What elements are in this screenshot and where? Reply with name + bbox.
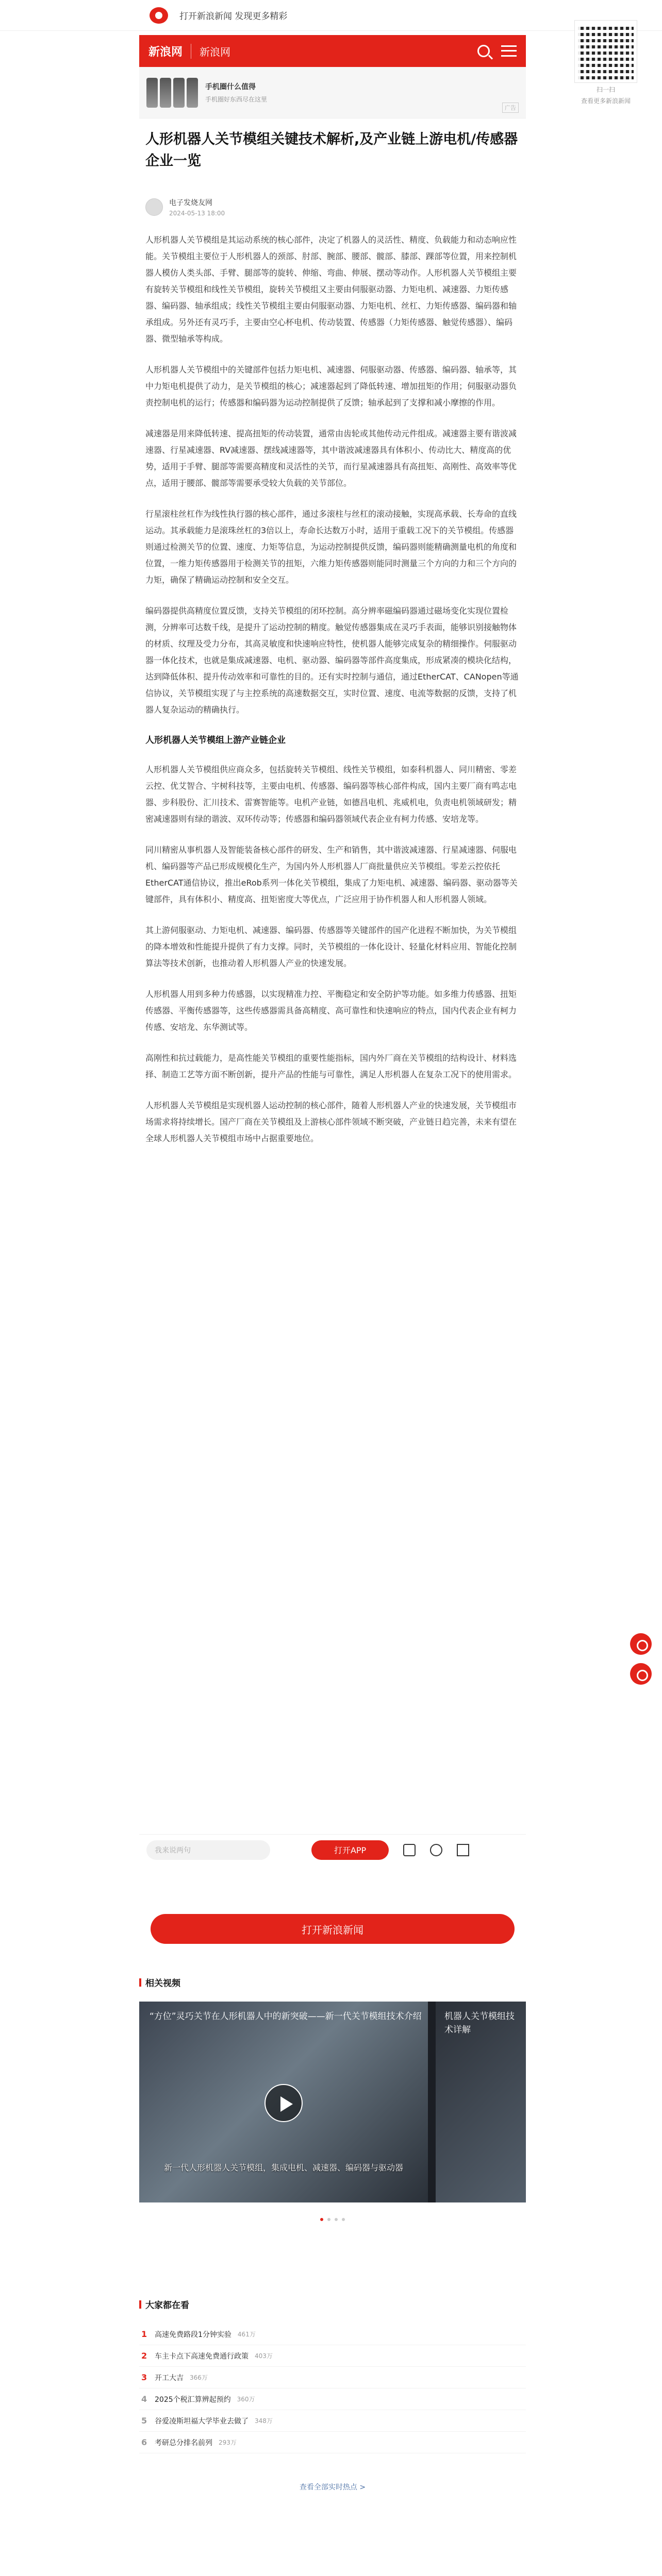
ad-banner[interactable] — [139, 67, 526, 118]
article-title: 人形机器人关节模组关键技术解析,及产业链上游电机/传感器企业一览 — [145, 131, 518, 169]
avatar[interactable] — [145, 198, 163, 216]
paragraph: 人形机器人用到多种力传感器，以实现精准力控、平衡稳定和安全防护等功能。如多维力传感器、扭矩传感器、平衡传感器等，这些传感器需具备高精度、高可靠性和快速响应的特点，国内代表企业有柯力传感、安培龙、东华测试等。 — [145, 989, 517, 1032]
related-video-heading: 相关视频 — [139, 1976, 526, 1989]
qr-subtext: 查看更多新浪新闻 — [581, 97, 631, 105]
promo-slogan: 打开新浪新闻 发现更多精彩 — [179, 11, 288, 22]
sina-eye-icon — [150, 7, 168, 24]
paragraph: 人形机器人关节模组供应商众多，包括旋转关节模组、线性关节模组，如泰科机器人、同川精密、零差云控、优艾智合、宇树科技等，主要由电机、传感器、编码器等核心部件构成，国内主要厂商有鸣志电器、步科股份、汇川技术、雷赛智能等。电机产业链，如德昌电机、兆威机电，负责电机领域研发；精密减速器则有绿的谐波、双环传动等；传感器和编码器领域代表企业有柯力传感、安培龙等。 — [145, 765, 517, 824]
next-video-title: 机器人关节模组技术详解 — [444, 2011, 515, 2035]
paragraph: 人形机器人关节模组中的关键部件包括力矩电机、减速器、伺服驱动器、传感器、编码器、轴承等，其中力矩电机提供了动力，是关节模组的核心；减速器起到了降低转速、增加扭矩的作用；伺服驱动器负责控制电机的运行；传感器和编码器为运动控制提供了反馈；轴承起到了支撑和减小摩擦的作用。 — [145, 365, 517, 408]
hot-item-text: 2025个税汇算辨起预约 — [155, 2395, 231, 2404]
rank: 3 — [141, 2372, 147, 2382]
rank: 1 — [141, 2329, 147, 2339]
search-icon[interactable] — [477, 45, 490, 57]
list-item[interactable] — [139, 2388, 526, 2410]
paragraph: 高刚性和抗过载能力，是高性能关节模组的重要性能指标，国内外厂商在关节模组的结构设计、材料选择、制造工艺等方面不断创新，提升产品的性能与可靠性，满足人形机器人在复杂工况下的使用需求。 — [145, 1053, 517, 1079]
section-heading: 人形机器人关节模组上游产业链企业 — [145, 735, 286, 745]
hot-count: 293万 — [219, 2439, 237, 2446]
carousel-dot[interactable] — [335, 2218, 338, 2221]
paragraph: 编码器提供高精度位置反馈，支持关节模组的闭环控制。高分辨率磁编码器通过磁场变化实现位置检测，分辨率可达数千线，是提升了运动控制的精度。触觉传感器集成在灵巧手表面，能够识别接触物体的材质、纹理及受力分布，其高灵敏度和快速响应特性，使机器人能够完成复杂的精细操作。伺服驱动器一体化技术，也就是集成减速器、电机、驱动器、编码器等部件高度集成，形成紧凑的模块化结构，达到降低体积、提升传动效率和可靠性的目的。还有实时控制与通信，通过EtherCAT、CANopen等通信协议，关节模组实现了与主控系统的高速数据交互，实时位置、速度、电流等数据的反馈，支持了机器人复杂运动的精确执行。 — [145, 606, 519, 715]
paragraph: 人形机器人关节模组是实现机器人运动控制的核心部件，随着人形机器人产业的快速发展，关节模组市场需求将持续增长。国产厂商在关节模组及上游核心部件领域不断突破，产业链日趋完善，未来有望在全球人形机器人关节模组市场中占据重要地位。 — [145, 1100, 517, 1143]
bottom-action-bar — [139, 1834, 526, 1865]
list-item[interactable] — [139, 2324, 526, 2345]
video-carousel[interactable] — [139, 2002, 526, 2202]
rank: 4 — [141, 2394, 147, 2404]
paragraph: 人形机器人关节模组是其运动系统的核心部件，决定了机器人的灵活性、精度、负载能力和动态响应性能。关节模组主要位于人形机器人的颈部、肘部、腕部、腰部、髋部、膝部、踝部等位置，用来控制机器人模仿人类头部、手臂、腿部等的旋转、伸缩、弯曲、伸展、摆动等动作。人形机器人关节模组主要有旋转关节模组和线性关节模组，旋转关节模组又主要由伺服驱动器、力矩电机、减速器、力矩传感器、编码器、轴承组成；线性关节模组主要由伺服驱动器、力矩电机、丝杠、力矩传感器、编码器和轴承组成。另外还有灵巧手，主要由空心杯电机、传动装置、传感器（力矩传感器、触觉传感器）、编码器、微型轴承等构成。 — [145, 235, 517, 344]
rank: 2 — [141, 2351, 147, 2361]
hot-count: 348万 — [255, 2417, 273, 2425]
comment-input[interactable]: 我来说两句 — [146, 1840, 270, 1860]
play-icon[interactable] — [264, 2084, 303, 2122]
open-app-button[interactable]: 打开新浪新闻 — [151, 1914, 515, 1944]
paragraph: 减速器是用来降低转速、提高扭矩的传动装置，通常由齿轮或其他传动元件组成。减速器主要有谐波减速器、行星减速器、RV减速器、摆线减速器等，其中谐波减速器具有体积小、传动比大、精度高的优势，适用于手臂、腿部等需要高精度和灵活性的关节，而行星减速器具有高扭矩、高刚性、高效率等优点，适用于腰部、髋部等需要承受较大负载的关节部位。 — [145, 429, 517, 488]
hot-item-text: 高速免费路段1分钟实验 — [155, 2330, 231, 2339]
hot-list-heading: 大家都在看 — [139, 2298, 526, 2311]
author-name[interactable]: 电子发烧友网 — [169, 199, 212, 207]
rank: 5 — [141, 2416, 147, 2426]
list-item[interactable] — [139, 2345, 526, 2367]
channel-name: 新浪网 — [191, 44, 477, 59]
hot-count: 461万 — [237, 2331, 256, 2338]
qr-panel — [565, 21, 647, 108]
article-body — [139, 232, 526, 1161]
qr-code — [575, 21, 637, 82]
site-header — [139, 35, 526, 67]
paragraph: 同川精密从事机器人及智能装备核心部件的研发、生产和销售，其中谐波减速器、行星减速器、伺服电机、编码器等产品已形成规模化生产，为国内外人形机器人厂商批量供应关节模组。零差云控依托EtherCAT通信协议，推出eRob系列一体化关节模组，集成了力矩电机、减速器、编码器、驱动器等关键部件，具有体积小、精度高、扭矩密度大等优点，广泛应用于协作机器人和人形机器人领域。 — [145, 845, 518, 904]
carousel-dots[interactable] — [139, 2218, 526, 2223]
ad-title: 手机圈什么值得 — [205, 83, 256, 91]
video-caption: 新一代人形机器人关节模组，集成电机、减速器、编码器与驱动器 — [163, 2163, 403, 2173]
ad-image — [146, 78, 198, 108]
more-hot-link[interactable]: 查看全部实时热点 > — [299, 2483, 366, 2492]
open-app-pill[interactable]: 打开APP — [311, 1840, 389, 1860]
publish-time: 2024-05-13 18:00 — [169, 210, 225, 217]
hot-item-text: 车主卡点下高速免费通行政策 — [155, 2352, 249, 2361]
paragraph: 行星滚柱丝杠作为线性执行器的核心部件，通过多滚柱与丝杠的滚动接触，实现高承载、长寿命的直线运动。其承载能力是滚珠丝杠的3倍以上，寿命长达数万小时，适用于重载工况下的关节模组。传感器则通过检测关节的位置、速度、力矩等信息，为运动控制提供反馈，编码器则能精确测量电机的角度和位置，一维力矩传感器用于检测关节的扭矩，六维力矩传感器则能同时测量三个方向的力和三个方向的力矩，确保了精确运动控制和安全交互。 — [145, 509, 517, 585]
qr-text: 扫一扫 — [596, 86, 615, 93]
app-promo-banner[interactable] — [0, 0, 662, 31]
carousel-dot[interactable] — [320, 2218, 323, 2221]
list-item[interactable] — [139, 2410, 526, 2432]
author-row — [139, 192, 526, 223]
paragraph: 其上游伺服驱动、力矩电机、减速器、编码器、传感器等关键部件的国产化进程不断加快，为关节模组的降本增效和性能提升提供了有力支撑。同时，关节模组的一体化设计、轻量化材料应用、智能化控制算法等技术创新，也推动着人形机器人产业的快速发展。 — [145, 925, 517, 968]
list-item[interactable] — [139, 2432, 526, 2453]
comment-icon[interactable] — [403, 1844, 416, 1856]
ad-subtitle: 手机圈好东西尽在这里 — [205, 96, 268, 103]
hot-count: 360万 — [237, 2396, 255, 2403]
hot-item-text: 谷爱凌斯坦福大学毕业去做了 — [155, 2417, 249, 2426]
hot-item-text: 开工大吉 — [155, 2374, 184, 2382]
ad-tag: 广告 — [502, 103, 519, 113]
favorite-icon[interactable] — [430, 1844, 442, 1856]
video-title: “方位”灵巧关节在人形机器人中的新突破——新一代关节模组技术介绍 — [150, 2011, 422, 2022]
rank: 6 — [141, 2437, 147, 2447]
carousel-dot[interactable] — [327, 2218, 330, 2221]
carousel-dot[interactable] — [342, 2218, 345, 2221]
float-top-icon[interactable] — [630, 1663, 652, 1685]
hot-list — [139, 2324, 526, 2453]
hot-count: 366万 — [190, 2374, 208, 2381]
hot-count: 403万 — [255, 2352, 273, 2360]
list-item[interactable] — [139, 2367, 526, 2388]
menu-icon[interactable] — [501, 45, 517, 57]
site-logo[interactable]: 新浪网 — [148, 45, 183, 59]
float-feedback-icon[interactable] — [630, 1633, 652, 1655]
hot-item-text: 考研总分排名前列 — [155, 2438, 212, 2447]
share-icon[interactable] — [457, 1844, 469, 1856]
